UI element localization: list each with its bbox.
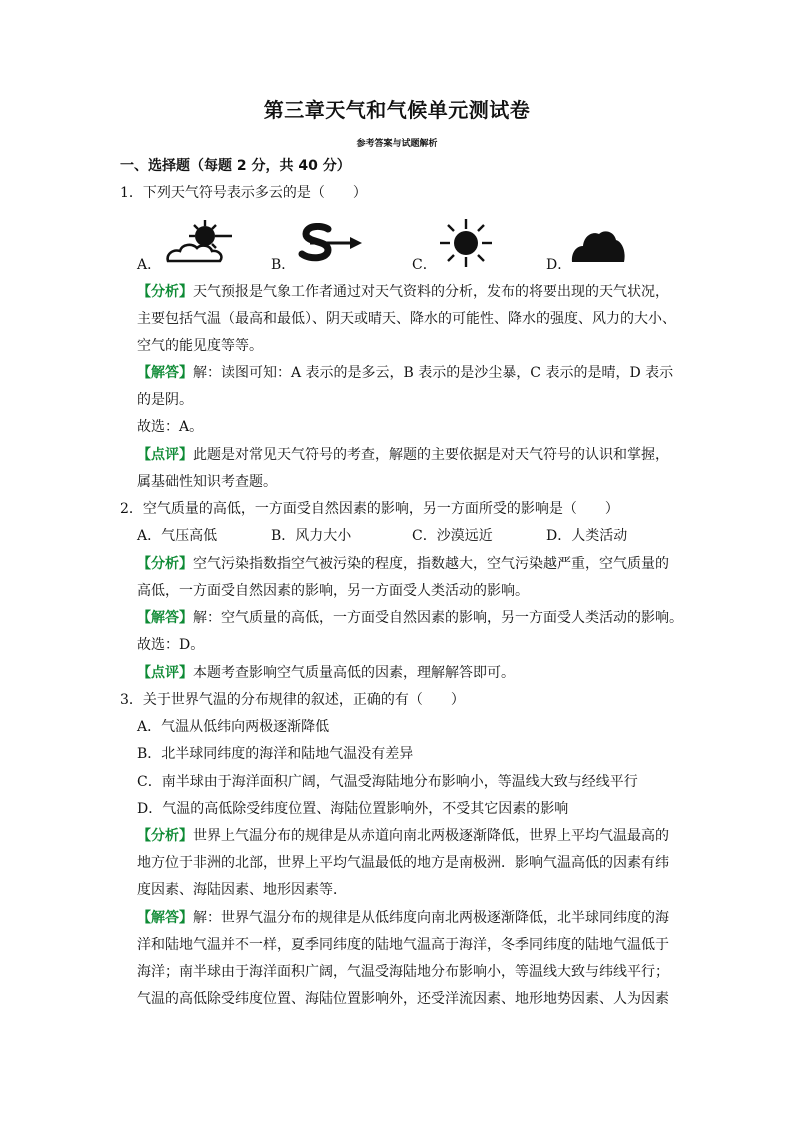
analysis-tag: 【分析】 — [137, 828, 193, 844]
q2-stem: 2．空气质量的高低，一方面受自然因素的影响，另一方面所受的影响是（ ） — [120, 501, 619, 517]
q1-analysis-1: 【分析】天气预报是气象工作者通过对天气资料的分析，发布的将要出现的天气状况， — [137, 284, 669, 300]
analysis-tag: 【分析】 — [137, 284, 193, 300]
q3-option-a[interactable]: A．气温从低纬向两极逐渐降低 — [137, 719, 330, 735]
q1-answer-1: 【解答】解：读图可知：A 表示的是多云，B 表示的是沙尘暴，C 表示的是晴，D 表示 — [137, 365, 674, 381]
q1-option-c[interactable]: C． — [412, 257, 437, 273]
q1-choice: 故选：A。 — [137, 419, 204, 435]
q3-option-c[interactable]: C．南半球由于海洋面积广阔，气温受海陆地分布影响小，等温线大致与经线平行 — [137, 774, 638, 790]
comment-tag: 【点评】 — [137, 665, 193, 681]
overcast-icon — [570, 228, 626, 264]
q2-choice: 故选：D。 — [137, 637, 205, 653]
q2-analysis-2: 高低，一方面受自然因素的影响，另一方面受人类活动的影响。 — [137, 583, 529, 599]
q2-answer-1: 【解答】解：空气质量的高低，一方面受自然因素的影响，另一方面受人类活动的影响。 — [137, 610, 683, 626]
q1-stem: 1．下列天气符号表示多云的是（ ） — [120, 185, 367, 201]
q1-answer-2: 的是阴。 — [137, 392, 193, 408]
q2-option-b[interactable]: B．风力大小 — [271, 528, 352, 544]
q2-option-a[interactable]: A．气压高低 — [137, 528, 218, 544]
q1-option-d[interactable]: D． — [546, 257, 572, 273]
q1-option-a[interactable]: A． — [137, 257, 162, 273]
q1-comment-1: 【点评】此题是对常见天气符号的考查，解题的主要依据是对天气符号的认识和掌握， — [137, 447, 669, 463]
q1-analysis-3: 空气的能见度等等。 — [137, 338, 263, 354]
q2-option-d[interactable]: D．人类活动 — [546, 528, 628, 544]
page-title: 第三章天气和气候单元测试卷 — [263, 98, 531, 122]
q3-analysis-3: 度因素、海陆因素、地形因素等． — [137, 882, 347, 898]
comment-tag: 【点评】 — [137, 447, 193, 463]
analysis-tag: 【分析】 — [137, 556, 193, 572]
q2-analysis-1: 【分析】空气污染指数指空气被污染的程度，指数越大，空气污染越严重，空气质量的 — [137, 556, 669, 572]
q3-answer-1: 【解答】解：世界气温分布的规律是从低纬度向南北两极逐渐降低，北半球同纬度的海 — [137, 910, 669, 926]
q1-analysis-2: 主要包括气温（最高和最低）、阴天或晴天、降水的可能性、降水的强度、风力的大小、 — [137, 311, 676, 327]
sandstorm-icon — [298, 223, 364, 263]
q3-answer-2: 洋和陆地气温并不一样，夏季同纬度的陆地气温高于海洋，冬季同纬度的陆地气温低于 — [137, 937, 669, 953]
section-heading: 一、选择题（每题 2 分，共 40 分） — [120, 158, 351, 174]
q3-analysis-2: 地方位于非洲的北部，世界上平均气温最低的地方是南极洲．影响气温高低的因素有纬 — [137, 855, 669, 871]
answer-tag: 【解答】 — [137, 610, 193, 626]
q2-comment-1: 【点评】本题考查影响空气质量高低的因素，理解解答即可。 — [137, 665, 515, 681]
q3-analysis-1: 【分析】世界上气温分布的规律是从赤道向南北两极逐渐降低，世界上平均气温最高的 — [137, 828, 669, 844]
q3-stem: 3．关于世界气温的分布规律的叙述，正确的有（ ） — [120, 692, 465, 708]
q1-comment-2: 属基础性知识考查题。 — [137, 474, 277, 490]
q3-option-d[interactable]: D．气温的高低除受纬度位置、海陆位置影响外，不受其它因素的影响 — [137, 801, 569, 817]
answer-tag: 【解答】 — [137, 910, 193, 926]
q3-answer-3: 海洋；南半球由于海洋面积广阔，气温受海陆地分布影响小，等温线大致与纬线平行； — [137, 964, 669, 980]
q3-option-b[interactable]: B．北半球同纬度的海洋和陆地气温没有差异 — [137, 746, 414, 762]
partly-cloudy-icon — [164, 218, 234, 266]
answer-tag: 【解答】 — [137, 365, 193, 381]
q1-option-b[interactable]: B． — [271, 257, 296, 273]
q3-answer-4: 气温的高低除受纬度位置、海陆位置影响外，还受洋流因素、地形地势因素、人为因素 — [137, 991, 669, 1007]
sunny-icon — [438, 217, 494, 269]
page-subtitle: 参考答案与试题解析 — [356, 139, 438, 149]
q2-option-c[interactable]: C．沙漠远近 — [412, 528, 493, 544]
